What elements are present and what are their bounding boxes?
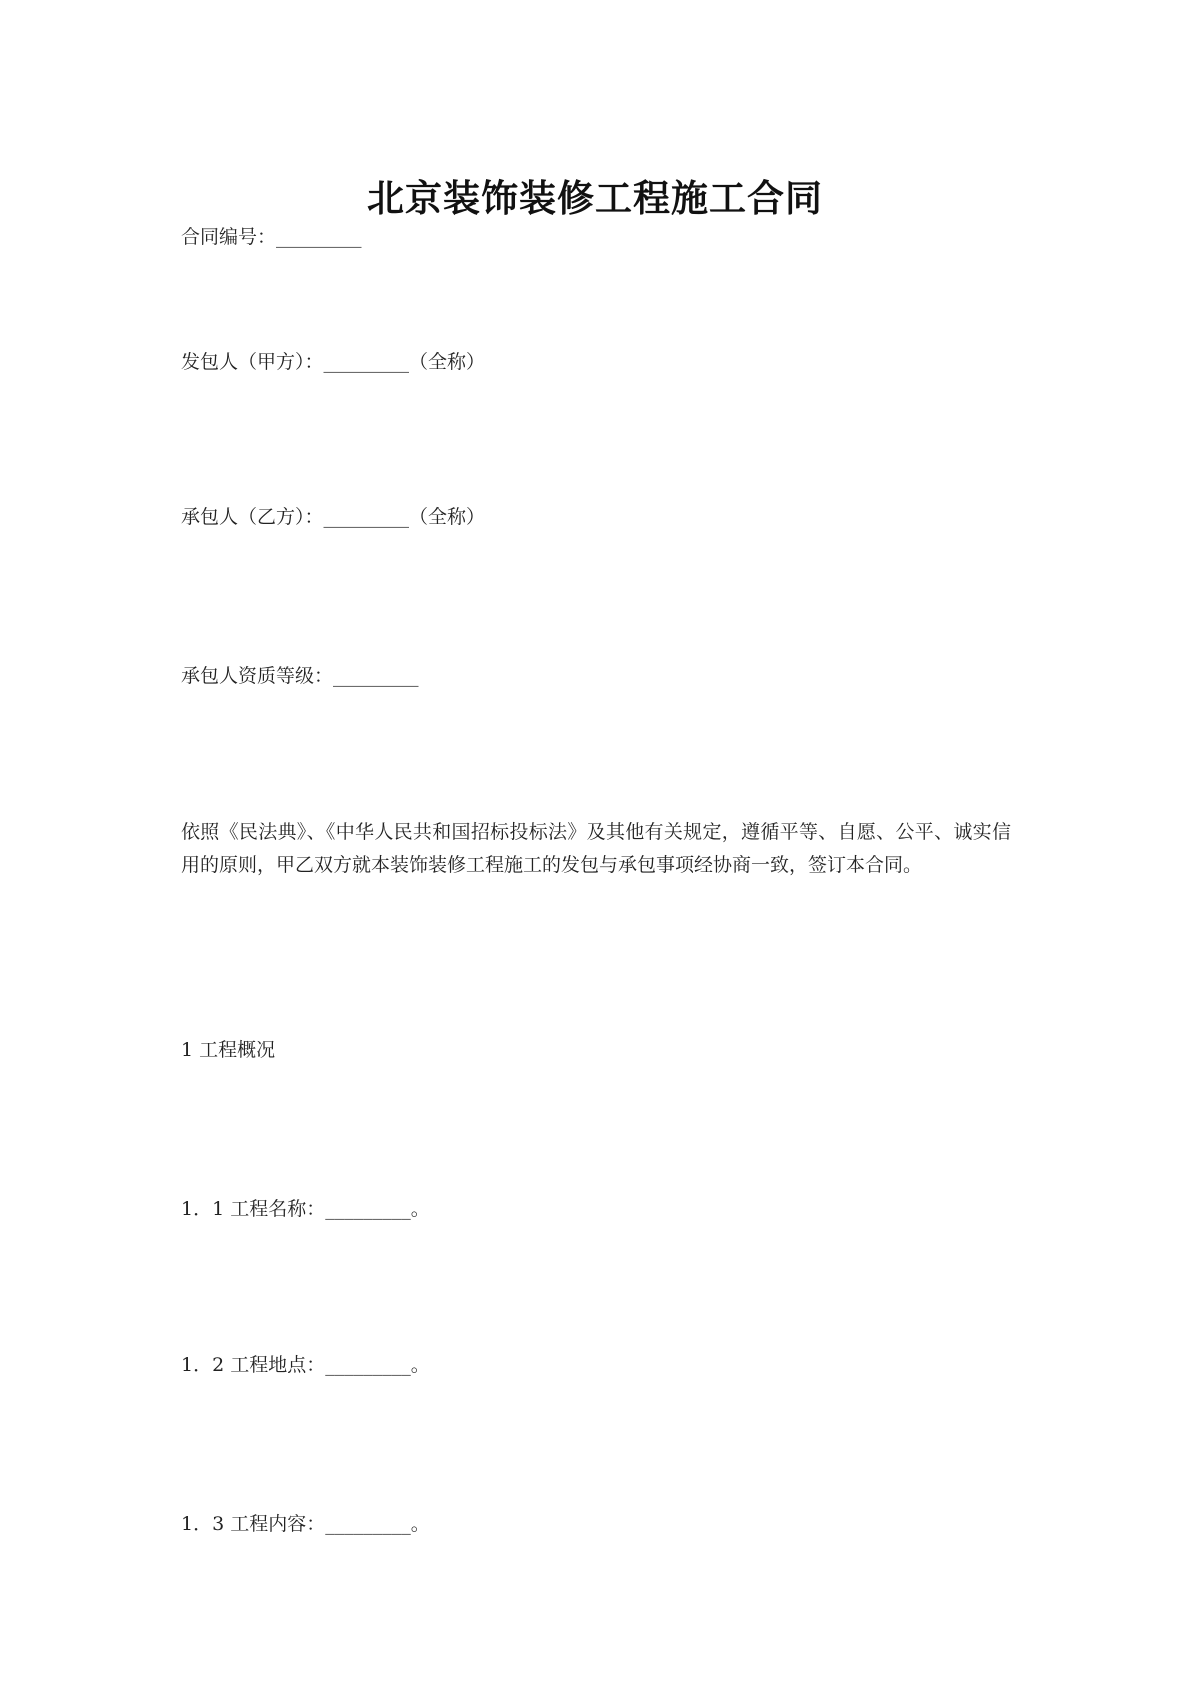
item-1-3-project-content: 1．3 工程内容：_________。 <box>181 1513 430 1535</box>
contract-number-line: 合同编号：_________ <box>181 226 362 248</box>
contractor-line: 承包人（乙方）：_________（全称） <box>181 506 486 528</box>
item-1-2-project-location: 1．2 工程地点：_________。 <box>181 1354 430 1376</box>
section-1-heading: 1 工程概况 <box>181 1039 276 1061</box>
contractor-qualification-line: 承包人资质等级：_________ <box>181 665 419 687</box>
document-title: 北京装饰装修工程施工合同 <box>367 176 823 220</box>
employer-line: 发包人（甲方）：_________（全称） <box>181 351 486 373</box>
item-1-1-project-name: 1．1 工程名称：_________。 <box>181 1198 430 1220</box>
preamble-paragraph: 依照《民法典》、《中华人民共和国招标投标法》及其他有关规定，遵循平等、自愿、公平、诚实信用的原则，甲乙双方就本装饰装修工程施工的发包与承包事项经协商一致，签订本合同。 <box>181 821 1011 876</box>
